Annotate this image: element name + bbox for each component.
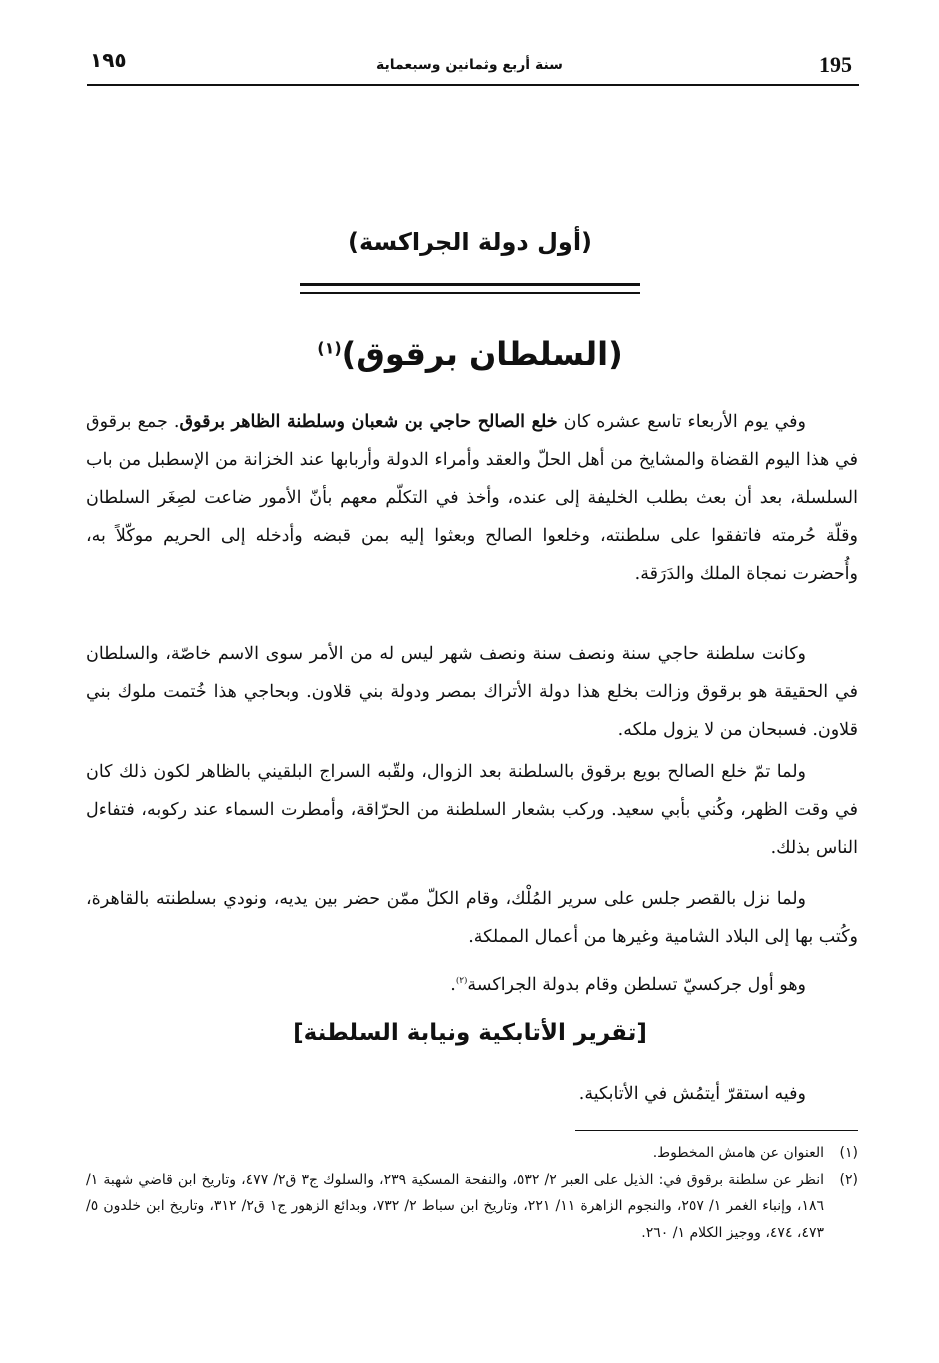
- paragraph-5: [86, 962, 858, 1004]
- paragraph-1-rest: . جمع برقوق في هذا اليوم القضاة والمشايخ من أهل الحلّ والعقد وأمراء الدولة وأربابها عند الخزانة من الإسطبل من باب السلسلة، بعد أن بعث بطلب الخليفة إلى عنده، وأخذ في التكلّم معهم بأنّ الأمور ضاعت لصِغَر السلطان وقلّة حُرمته فاتفقوا على سلطنته، وخلعوا الصالح وبعثوا إليه بمن قبضه وأدخله إلى الحريم موكّلاً به، وأُحضرت نمجاة الملك والدَرَقة.: [86, 412, 858, 584]
- paragraph-1-bold: خلع الصالح حاجي بن شعبان وسلطنة الظاهر برقوق: [179, 412, 558, 432]
- paragraph-5-end: .: [450, 974, 456, 995]
- double-rule-divider: [300, 283, 640, 294]
- sultan-footnote-ref: (١): [317, 338, 342, 358]
- footnote-2-text: انظر عن سلطنة برقوق في: الذيل على العبر ٢/ ٥٣٢، والنفحة المسكية ٢٣٩، والسلوك ج٣ ق٢/ ٤٧٧، وتاريخ ابن قاضي شهبة ١/ ١٨٦، وإنباء الغمر ١/ ٢٥٧، والنجوم الزاهرة ١١/ ٢٢١، وتاريخ ابن سباط ٢/ ٧٣٢، وبدائع الزهور ج١ ق٢/ ٣١٢، وتاريخ ابن خلدون ٥/ ٤٧٣، ٤٧٤، ووجيز الكلام ١/ ٢٦٠.: [86, 1171, 825, 1241]
- paragraph-1: [86, 403, 858, 593]
- paragraph-5-footnote-ref: (٢): [455, 976, 468, 986]
- paragraph-3: ولما تمّ خلع الصالح بويع برقوق بالسلطنة بعد الزوال، ولقّبه السراج البلقيني بالظاهر لكون ذلك كان في وقت الظهر، وكُني بأبي سعيد. وركب بشعار السلطنة من الحرّاقة، وأمطرت السماء عند ركوبه، فتفاءل الناس بذلك.: [86, 762, 858, 858]
- sultan-heading: [250, 335, 690, 373]
- sultan-heading-text: (السلطان برقوق): [341, 335, 623, 373]
- page-number-arabic: ١٩٥: [90, 48, 127, 72]
- footnote-rule: [575, 1130, 858, 1131]
- paragraph-4: ولما نزل بالقصر جلس على سرير المُلْك، وقام الكلّ ممّن حضر بين يديه، ونودي بسلطنته بالقاهرة، وكُتب بها إلى البلاد الشامية وغيرها من أعمال المملكة.: [86, 889, 858, 947]
- page-number-latin: 195: [819, 52, 852, 77]
- paragraph-5-text: وهو أول جركسيّ تسلطن وقام بدولة الجراكسة: [467, 974, 806, 995]
- footnote-2: [86, 1167, 858, 1247]
- footnote-2-number: (٢): [839, 1171, 858, 1188]
- dynasty-heading: (أول دولة الجراكسة): [347, 228, 593, 256]
- section-heading: [تقرير الأتابكية ونيابة السلطنة]: [293, 1020, 647, 1046]
- footnotes: [86, 1140, 858, 1246]
- paragraph-1-start: وفي يوم الأربعاء تاسع عشره كان: [557, 412, 807, 432]
- paragraph-2: وكانت سلطنة حاجي سنة ونصف سنة ونصف شهر ليس له من الأمر سوى الاسم خاصّة، والسلطان في الحقيقة هو برقوق وزالت بخلع هذا دولة الأتراك بمصر ودولة بني قلاون. وبحاجي هذا خُتمت ملوك بني قلاون. فسبحان من لا يزول ملكه.: [86, 644, 858, 740]
- footnote-1-number: (١): [839, 1145, 858, 1161]
- header-rule: [87, 84, 859, 86]
- footnote-1: [86, 1140, 858, 1167]
- running-title: سنة أربع وثمانين وسبعماية: [376, 57, 563, 73]
- paragraph-6: وفيه استقرّ أيتمُش في الأتابكية.: [578, 1084, 806, 1104]
- footnote-1-text: العنوان عن هامش المخطوط.: [652, 1145, 824, 1161]
